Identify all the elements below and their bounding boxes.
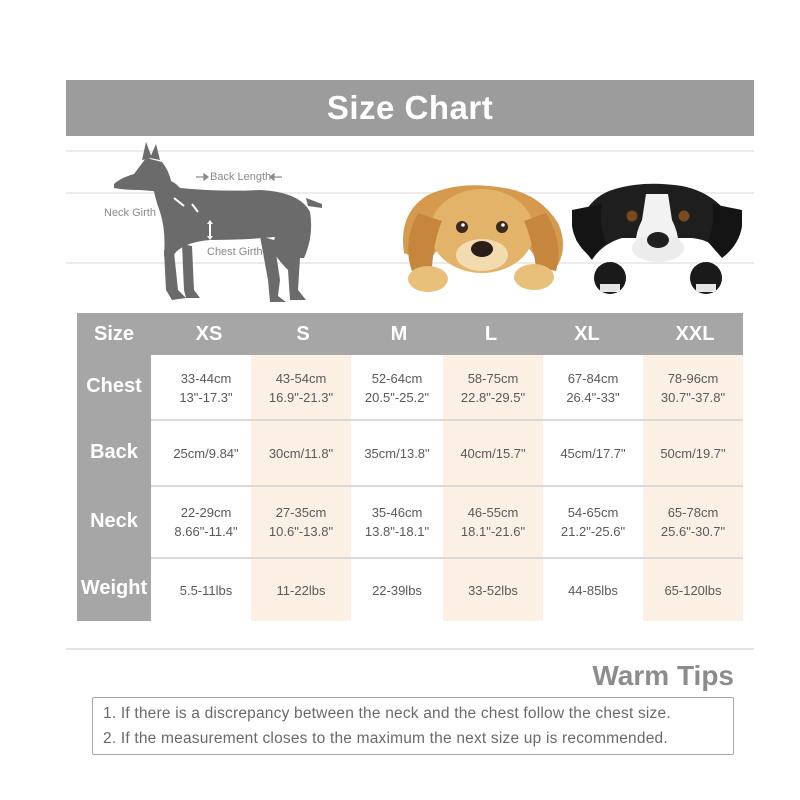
table-cell: 65-78cm 25.6"-30.7"	[660, 505, 726, 539]
row-label-back: Back	[90, 441, 138, 463]
row-label-chest: Chest	[86, 375, 142, 397]
dog-silhouette-icon	[100, 140, 330, 310]
row-label-column	[77, 313, 151, 621]
table-corner-label: Size	[93, 323, 135, 345]
table-cell: 33-44cm 13"-17.3"	[179, 371, 233, 405]
table-cell: 44-85lbs	[568, 583, 618, 598]
size-header-xs: XS	[195, 323, 223, 345]
table-cell: 43-54cm 16.9"-21.3"	[268, 371, 334, 405]
size-header-l: L	[484, 323, 498, 345]
table-cell: 22-39lbs	[372, 583, 422, 598]
table-cell: 67-84cm 26.4"-33"	[566, 371, 620, 405]
table-cell: 58-75cm 22.8"-29.5"	[460, 371, 526, 405]
size-header-xxl: XXL	[675, 323, 715, 345]
neck-girth-label: Neck Girth	[104, 207, 156, 219]
tip-item: 2. If the measurement closes to the maximum the next size up is recommended.	[103, 730, 668, 747]
table-cell: 33-52lbs	[468, 583, 518, 598]
row-divider	[151, 557, 743, 559]
table-cell: 11-22lbs	[276, 583, 326, 598]
table-cell: 54-65cm 21.2"-25.6"	[560, 505, 626, 539]
table-cell: 27-35cm 10.6"-13.8"	[268, 505, 334, 539]
warm-tips-title: Warm Tips	[592, 660, 734, 691]
tip-item: 1. If there is a discrepancy between the neck and the chest follow the chest size.	[103, 705, 671, 722]
row-label-neck: Neck	[90, 510, 138, 532]
back-length-label: Back Length	[210, 171, 272, 183]
row-divider	[151, 485, 743, 487]
size-header-s: S	[296, 323, 310, 345]
page-title: Size Chart	[326, 89, 494, 126]
table-cell: 5.5-11lbs	[179, 583, 233, 598]
table-cell: 65-120lbs	[664, 583, 722, 598]
table-cell: 35cm/13.8"	[364, 446, 430, 461]
row-divider	[151, 419, 743, 421]
row-label-weight: Weight	[80, 577, 148, 599]
tips-divider	[66, 648, 754, 650]
table-cell: 35-46cm 13.8"-18.1"	[364, 505, 430, 539]
black-white-dog-image	[572, 180, 742, 298]
chest-girth-label: Chest Girth	[207, 246, 263, 258]
title-banner	[66, 80, 754, 136]
size-header-xl: XL	[574, 323, 600, 345]
size-table	[77, 313, 743, 621]
table-cell: 50cm/19.7"	[660, 446, 726, 461]
warm-tips-box	[92, 697, 734, 755]
table-cell: 22-29cm 8.66"-11.4"	[174, 505, 238, 539]
table-cell: 46-55cm 18.1"-21.6"	[460, 505, 526, 539]
table-cell: 40cm/15.7"	[460, 446, 526, 461]
table-cell: 25cm/9.84"	[173, 446, 239, 461]
golden-retriever-image	[398, 183, 568, 295]
table-cell: 30cm/11.8"	[268, 446, 334, 461]
table-cell: 78-96cm 30.7"-37.8"	[660, 371, 726, 405]
table-cell: 45cm/17.7"	[560, 446, 626, 461]
size-header-m: M	[390, 323, 408, 345]
table-cell: 52-64cm 20.5"-25.2"	[364, 371, 430, 405]
